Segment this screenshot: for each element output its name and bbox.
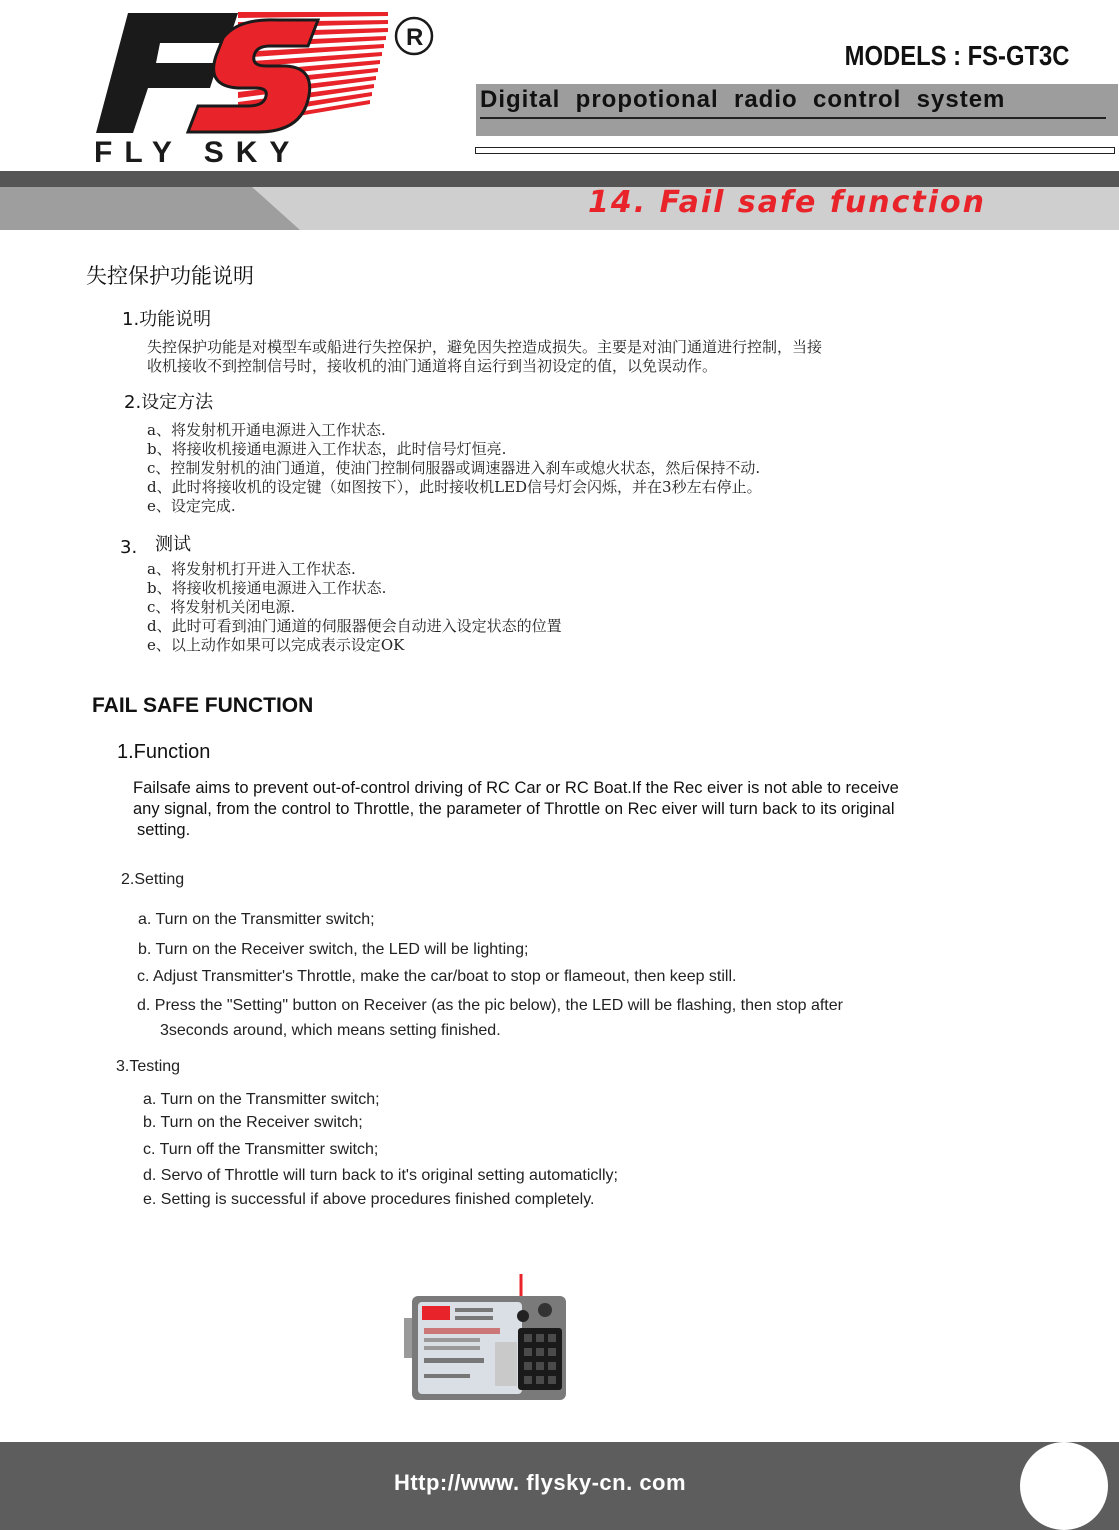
cn-s1-heading: 1.功能说明 bbox=[122, 309, 212, 330]
en-s3-heading: 3.Testing bbox=[116, 1058, 181, 1075]
cn-s3-item: a、将发射机打开进入工作状态. bbox=[147, 560, 356, 578]
en-s1-line: setting. bbox=[137, 821, 191, 839]
en-s3-item: c. Turn off the Transmitter switch; bbox=[143, 1141, 379, 1158]
receiver-photo bbox=[400, 1272, 572, 1404]
en-s3-item: b. Turn on the Receiver switch; bbox=[143, 1114, 363, 1131]
cn-s2-item: d、此时将接收机的设定键（如图按下），此时接收机LED信号灯会闪烁，并在3秒左右停止。 bbox=[147, 478, 762, 496]
cn-s2-item: a、将发射机开通电源进入工作状态. bbox=[147, 421, 386, 439]
flysky-logo bbox=[88, 8, 448, 168]
cn-s3-heading: 测试 bbox=[155, 534, 191, 555]
cn-title: 失控保护功能说明 bbox=[86, 264, 254, 288]
en-s3-item: a. Turn on the Transmitter switch; bbox=[143, 1091, 380, 1108]
cn-s3-item: b、将接收机接通电源进入工作状态. bbox=[147, 579, 387, 597]
title-band-tab bbox=[0, 187, 300, 230]
cn-s2-list bbox=[147, 421, 762, 516]
footer-url[interactable]: Http://www. flysky-cn. com bbox=[393, 1470, 687, 1495]
en-s2-item: 3seconds around, which means setting finished. bbox=[160, 1022, 501, 1039]
svg-text:R: R bbox=[406, 24, 424, 51]
cn-s3-item: c、将发射机关闭电源. bbox=[147, 598, 296, 616]
en-s1-text bbox=[133, 778, 899, 841]
cn-s3-list bbox=[147, 560, 562, 655]
cn-s3-item: d、此时可看到油门通道的伺服器便会自动进入设定状态的位置 bbox=[147, 617, 562, 635]
subtitle-underline bbox=[480, 117, 1106, 119]
cn-s3-item: e、以上动作如果可以完成表示设定OK bbox=[147, 636, 405, 654]
en-s3-item: e. Setting is successful if above procedures finished completely. bbox=[143, 1191, 595, 1208]
cn-s1-text bbox=[147, 338, 822, 376]
en-s1-line: Failsafe aims to prevent out-of-control driving of RC Car or RC Boat.If the Rec eiver is not able to receive bbox=[133, 779, 899, 797]
page-number-circle bbox=[1020, 1442, 1108, 1530]
cn-s2-item: e、设定完成. bbox=[147, 497, 236, 515]
header-divider bbox=[475, 147, 1115, 154]
brand-text: FLY SKY bbox=[94, 136, 302, 168]
cn-s1-line: 收机接收不到控制信号时，接收机的油门通道将自运行到当初设定的值，以免误动作。 bbox=[147, 357, 718, 375]
model-name: MODELS : FS-GT3C bbox=[844, 40, 1069, 71]
cn-s2-heading: 2.设定方法 bbox=[124, 392, 214, 413]
en-s1-line: any signal, from the control to Throttle, the parameter of Throttle on Rec eiver will turn back to its original bbox=[133, 800, 895, 818]
en-title: FAIL SAFE FUNCTION bbox=[92, 694, 314, 717]
en-s3-item: d. Servo of Throttle will turn back to it's original setting automaticlly; bbox=[143, 1167, 618, 1184]
cn-s1-line: 失控保护功能是对模型车或船进行失控保护，避免因失控造成损失。主要是对油门通道进行控制，当接 bbox=[147, 338, 823, 356]
cn-s2-item: b、将接收机接通电源进入工作状态，此时信号灯恒亮. bbox=[147, 440, 507, 458]
en-s2-item: c. Adjust Transmitter's Throttle, make the car/boat to stop or flameout, then keep still. bbox=[137, 968, 737, 985]
en-s2-item: d. Press the "Setting" button on Receiver (as the pic below), the LED will be flashing, then stop after bbox=[137, 997, 843, 1014]
en-s2-item: a. Turn on the Transmitter switch; bbox=[138, 911, 375, 928]
cn-s2-item: c、控制发射机的油门通道，使油门控制伺服器或调速器进入刹车或熄火状态，然后保持不动. bbox=[147, 459, 761, 477]
cn-s3-number: 3. bbox=[120, 537, 138, 558]
section-title: 14. Fail safe function bbox=[588, 185, 986, 220]
subtitle: Digital propotional radio control system bbox=[480, 86, 1006, 113]
en-s2-item: b. Turn on the Receiver switch, the LED will be lighting; bbox=[138, 941, 529, 958]
en-s2-heading: 2.Setting bbox=[121, 871, 185, 888]
en-s1-heading: 1.Function bbox=[117, 741, 211, 763]
